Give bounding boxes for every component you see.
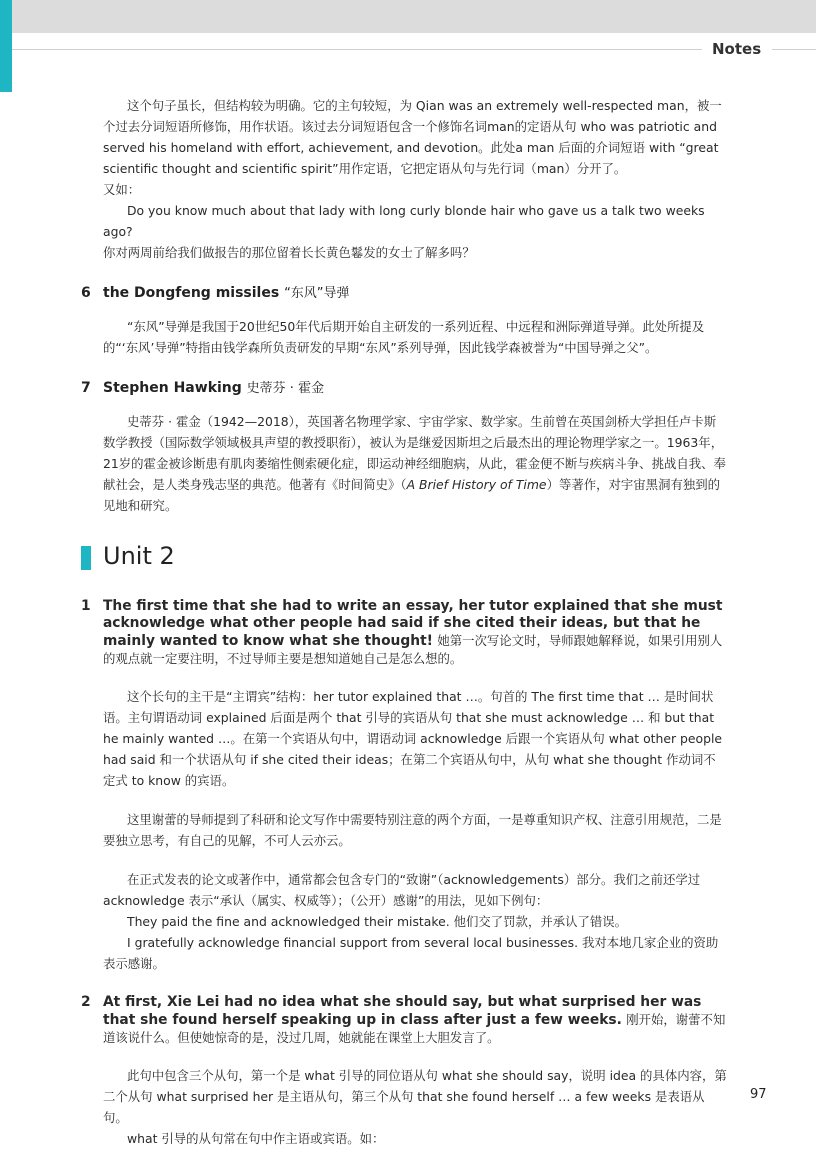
note-6-heading [81, 283, 728, 304]
item-1-sentence-en: The first time that she had to write an essay, her tutor explained that she must acknowledge what other people had said if she cited their ideas, but that he mainly wanted to know what she thought! [103, 598, 723, 649]
item-2-sentence-en: At first, Xie Lei had no idea what she should say, but what surprised her was that she found herself speaking up in class after just a few weeks. [103, 994, 702, 1028]
intro-continuation: 又如： [103, 182, 141, 197]
note-7-title-en: Stephen Hawking [103, 380, 242, 396]
item-1-example-1: They paid the fine and acknowledged their mistake. 他们交了罚款，并承认了错误。 [127, 914, 628, 929]
unit-heading-bar [81, 546, 91, 570]
item-2-note: what 引导的从句常在句中作主语或宾语。如： [127, 1131, 385, 1146]
item-2-translation-cn: 刚开始，谢蕾不知道该说什么。但使她惊奇的是，没过几周，她就能在课堂上大胆发言了。 [103, 1012, 726, 1045]
note-7-heading [81, 378, 728, 399]
note-7-body-part2: ）等著作，对宇宙黑洞有独到的见地和研究。 [103, 477, 721, 513]
item-1-translation-cn: 她第一次写论文时，导师跟她解释说，如果引用别人的观点就一定要注明，不过导师主要是想知道她自己是怎么想的。 [103, 633, 723, 666]
note-6-number: 6 [81, 285, 91, 301]
top-gray-band [0, 0, 816, 33]
example-sentence-en: Do you know much about that lady with long curly blonde hair who gave us a talk two weeks ago? [103, 203, 705, 239]
header-rule-left [12, 49, 702, 50]
unit-title: Unit 2 [103, 542, 175, 570]
item-2-heading [81, 994, 728, 1047]
example-sentence-cn: 你对两周前给我们做报告的那位留着长长黄色鬈发的女士了解多吗？ [103, 245, 475, 260]
intro-paragraph: 这个句子虽长，但结构较为明确。它的主句较短，为 Qian was an extremely well-respected man，被一个过去分词短语所修饰，用作状语。该过去分词短语包含一个修饰名词man的定语从句 who was patriotic and served his homeland with effort, achievement, and devotion。此处a man 后面的介词短语 with “great scientific thought and scientific spirit”用作定语，它把定语从句与先行词（man）分开了。 [103, 98, 722, 176]
header-rule-right [772, 49, 816, 50]
item-1-heading [81, 598, 728, 668]
note-6-body: “东风”导弹是我国于20世纪50年代后期开始自主研发的一系列近程、中远程和洲际弹道导弹。此处所提及的“‘东风’导弹”特指由钱学森所负责研发的早期“东风”系列导弹，因此钱学森被誉为“中国导弹之父”。 [103, 319, 705, 355]
note-7-body-part1: 史蒂芬 · 霍金（1942—2018），英国著名物理学家、宇宙学家、数学家。生前曾在英国剑桥大学担任卢卡斯数学教授（国际数学领域极具声望的教授职衔），被认为是继爱因斯坦之后最杰出的理论物理学家之一。1963年，21岁的霍金被诊断患有肌肉萎缩性侧索硬化症，即运动神经细胞病，从此，霍金便不断与疾病斗争、挑战自我、奉献社会，是人类身残志坚的典范。他著有《时间简史》（ [103, 414, 726, 492]
item-1-example-2: I gratefully acknowledge financial support from several local businesses. 我对本地几家企业的资助表示感谢。 [103, 935, 719, 971]
item-2-number: 2 [81, 994, 91, 1010]
item-1-analysis: 这个长句的主干是“主谓宾”结构：her tutor explained that …。句首的 The first time that … 是时间状语。主句谓语动词 explained 后面是两个 that 引导的宾语从句 that she must acknowledge … 和 but that he mainly wanted …。在第一个宾语从句中，谓语动词 acknowledge 后跟一个宾语从句 what other people had said 和一个状语从句 if she cited their ideas；在第二个宾语从句中，从句 what she thought 作动词不定式 to know 的宾语。 [103, 689, 723, 788]
note-6-title-en: the Dongfeng missiles [103, 285, 280, 301]
teal-edge-tab [0, 0, 12, 92]
note-6-title-cn: “东风”导弹 [284, 286, 350, 301]
notes-label: Notes [712, 40, 762, 58]
item-1-commentary: 这里谢蕾的导师提到了科研和论文写作中需要特别注意的两个方面，一是尊重知识产权、注意引用规范，二是要独立思考，有自己的见解，不可人云亦云。 [103, 812, 722, 848]
page-number: 97 [750, 1087, 767, 1102]
page-content [81, 95, 728, 1149]
note-7-number: 7 [81, 380, 91, 396]
item-1-number: 1 [81, 598, 91, 614]
item-1-vocabulary-note: 在正式发表的论文或著作中，通常都会包含专门的“致谢”（acknowledgements）部分。我们之前还学过 acknowledge 表示“承认（属实、权威等）；（公开）感谢”的用法，见如下例句： [103, 872, 701, 908]
note-7-title-cn: 史蒂芬 · 霍金 [246, 381, 325, 396]
note-7-body [103, 411, 728, 516]
item-2-analysis: 此句中包含三个从句，第一个是 what 引导的同位语从句 what she should say，说明 idea 的具体内容，第二个从句 what surprised her 是主语从句，第三个从句 that she found herself … a few weeks 是表语从句。 [103, 1068, 727, 1125]
note-7-book-title: A Brief History of Time [406, 477, 547, 492]
unit-heading [81, 542, 728, 578]
